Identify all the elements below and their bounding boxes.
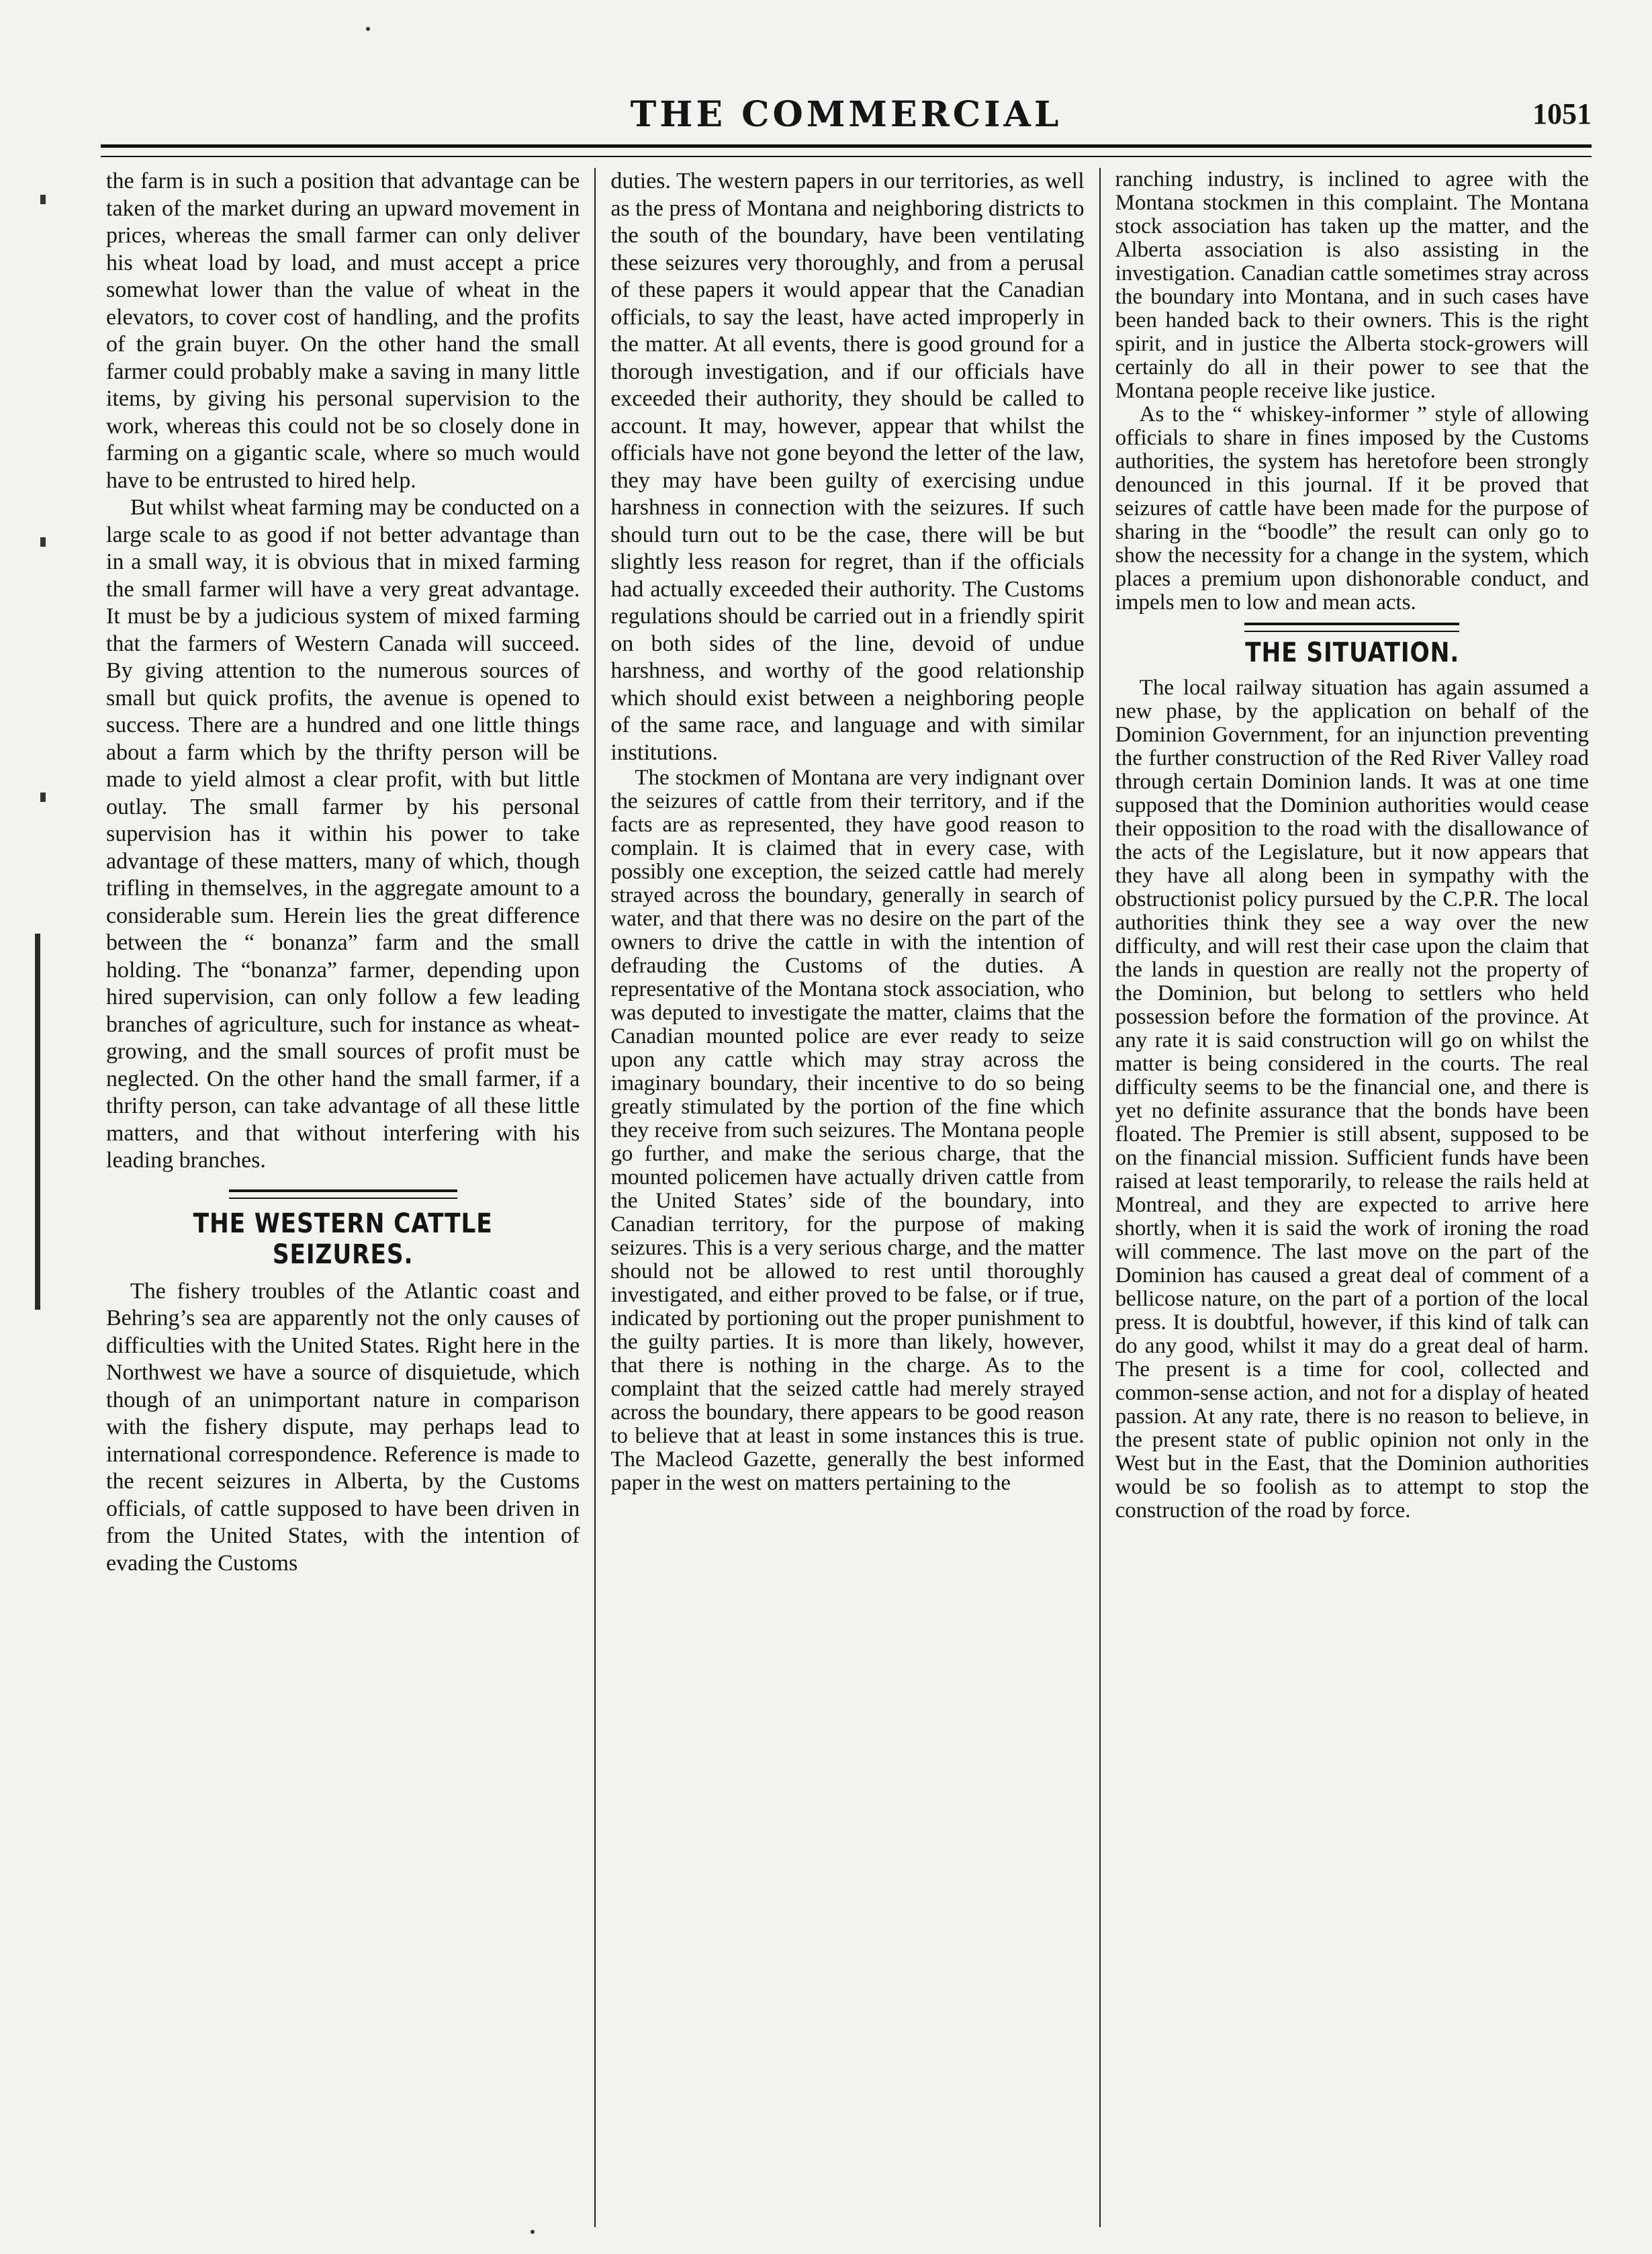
margin-tick: [40, 537, 46, 547]
paragraph: The local railway situation has again assumed a new phase, by the application on behalf of the Dominion Government, for an injunction preventing the further construction of the Red River Valley road through certain Dominion lands. It was at one time supposed that the Dominion authorities would cease their opposition to the road with the disallowance of the acts of the Legislature, but it now appears that they have all along been in sympathy with the obstructionist policy pursued by the C.P.R. The local authorities think they see a way over the new difficulty, and will rest their case upon the claim that the lands in question are really not the property of the Dominion, but belong to settlers who held possession before the formation of the province. At any rate it is said construction will go on whilst the matter is being considered in the courts. The real difficulty seems to be the financial one, and there is yet no definite assurance that the bonds have been floated. The Premier is still absent, supposed to be on the financial mission. Sufficient funds have been raised at least temporarily, to release the rails held at Montreal, and they are expected to arrive here shortly, when it is said the work of ironing the road will commence. The last move on the part of the Dominion has caused a great deal of comment of a bellicose nature, on the part of a portion of the local press. It is doubtful, however, if this kind of talk can do any good, whilst it may do a great deal of harm. The present is a time for cool, collected and common-sense action, and not for a display of heated passion. At any rate, there is no reason to believe, in the present state of public opinion not only in the West but in the East, that the Dominion authorities would be so foolish as to attempt to stop the construction of the road by force.: [1115, 676, 1589, 1523]
paragraph: The stockmen of Montana are very indignant over the seizures of cattle from their territory, and if the facts are as represented, they have good reason to complain. It is claimed that in every case, with possibly one exception, the seized cattle had merely strayed across the boundary, generally in search of water, and that there was no desire on the part of the owners to drive the cattle in with the intention of defrauding the Customs of the duties. A representative of the Montana stock association, who was deputed to investigate the matter, claims that the Canadian mounted police are ever ready to seize upon any cattle which may stray across the imaginary boundary, their incentive to do so being greatly stimulated by the portion of the fine which they receive from such seizures. The Montana people go further, and make the serious charge, that the mounted policemen have actually driven cattle from the United States’ side of the boundary, into Canadian territory, for the purpose of making seizures. This is a very serious charge, and the matter should not be allowed to rest until thoroughly investigated, and either proved to be false, or if true, indicated by portioning out the proper punishment to the guilty parties. It is more than likely, however, that there is nothing in the charge. As to the complaint that the seized cattle had merely strayed across the boundary, there appears to be good reason to believe that at least in some instances this is true. The Macleod Gazette, generally the best informed paper in the west on matters pertaining to the: [610, 766, 1085, 1495]
running-title: THE COMMERCIAL: [630, 94, 1062, 135]
header-rule: [101, 144, 1592, 157]
margin-tick: [40, 793, 46, 802]
section-heading: THE WESTERN CATTLE SEIZURES.: [193, 1208, 493, 1270]
section-divider: [229, 1189, 457, 1199]
paragraph: duties. The western papers in our territories, as well as the press of Montana and neighboring districts to the south of the boundary, have been ventilating these seizures very thoroughly, and from a perusal of these papers it would appear that the Canadian officials, to say the least, have acted improperly in the matter. At all events, there is good ground for a thorough investigation, and if our officials have exceeded their authority, they should be called to account. It may, however, appear that whilst the officials have not gone beyond the letter of the law, they may have been guilty of exercising undue harshness in connection with the seizures. If such should turn out to be the case, there will be but slightly less reason for regret, than if the officials had actually exceeded their authority. The Customs regulations should be carried out in a friendly spirit on both sides of the line, devoid of undue harshness, and worthy of the good relationship which should exist between a neighboring people of the same race, and language and with similar institutions.: [610, 169, 1085, 765]
section-heading: THE SITUATION.: [1244, 637, 1459, 668]
page-header: [101, 87, 1592, 141]
margin-tick: [40, 195, 46, 204]
margin-mark: [35, 934, 40, 1310]
page-number: 1051: [1532, 97, 1592, 130]
paragraph: The fishery troubles of the Atlantic coast and Behring’s sea are apparently not the only causes of difficulties with the United States. Right here in the Northwest we have a source of disquietude, which though of an unimportant nature in comparison with the fishery dispute, may perhaps lead to international correspondence. Reference is made to the recent seizures in Alberta, by the Customs officials, of cattle supposed to have been driven in from the United States, with the intention of evading the Customs: [106, 1278, 580, 1576]
paragraph: But whilst wheat farming may be conducted on a large scale to as good if not better advantage than in a small way, it is obvious that in mixed farming the small farmer will have a very great advantage. It must be by a judicious system of mixed farming that the farmers of Western Canada will succeed. By giving attention to the numerous sources of small but quick profits, the avenue is opened to success. There are a hundred and one little things about a farm which by the thrifty person will be made to yield almost a clear profit, with but little outlay. The small farmer by his personal supervision has it within his power to take advantage of these matters, many of which, though trifling in themselves, in the aggregate amount to a considerable sum. Herein lies the great difference between the “ bonanza” farm and the small holding. The “bonanza” farmer, depending upon hired supervision, can only follow a few leading branches of agriculture, such for instance as wheat-growing, and the small sources of profit must be neglected. On the other hand the small farmer, if a thrifty person, can take advantage of all these little matters, and that without interfering with his leading branches.: [106, 495, 580, 1173]
article-columns: [101, 168, 1592, 2227]
paragraph: the farm is in such a position that advantage can be taken of the market during an upward movement in prices, whereas the small farmer can only deliver his wheat load by load, and must accept a price somewhat lower than the value of wheat in the elevators, to cover cost of handling, and the profits of the grain buyer. On the other hand the small farmer could probably make a saving in many little items, by giving his personal supervision to the work, whereas this could not be so closely done in farming on a gigantic scale, where so much would have to be entrusted to hired help.: [106, 169, 580, 493]
column-1: [101, 168, 594, 2227]
section-divider: [1244, 623, 1459, 632]
paragraph: As to the “ whiskey-informer ” style of allowing officials to share in fines imposed by the Customs authorities, the system has heretofore been strongly denounced in this journal. If it be proved that seizures of cattle have been made for the purpose of sharing in the “boodle” the result can only go to show the necessity for a change in the system, which places a premium upon dishonorable conduct, and impels men to low and mean acts.: [1115, 402, 1589, 615]
column-3: [1099, 168, 1592, 2227]
column-2: [594, 168, 1099, 2227]
paragraph: ranching industry, is inclined to agree with the Montana stockmen in this complaint. The Montana stock association has taken up the matter, and the Alberta association is also assisting in the investigation. Canadian cattle sometimes stray across the boundary into Montana, and in such cases have been handed back to their owners. This is the right spirit, and in justice the Alberta stock-growers will certainly do all in their power to see that the Montana people receive like justice.: [1115, 168, 1589, 403]
print-speck: [366, 27, 370, 31]
print-speck: [531, 2230, 535, 2234]
